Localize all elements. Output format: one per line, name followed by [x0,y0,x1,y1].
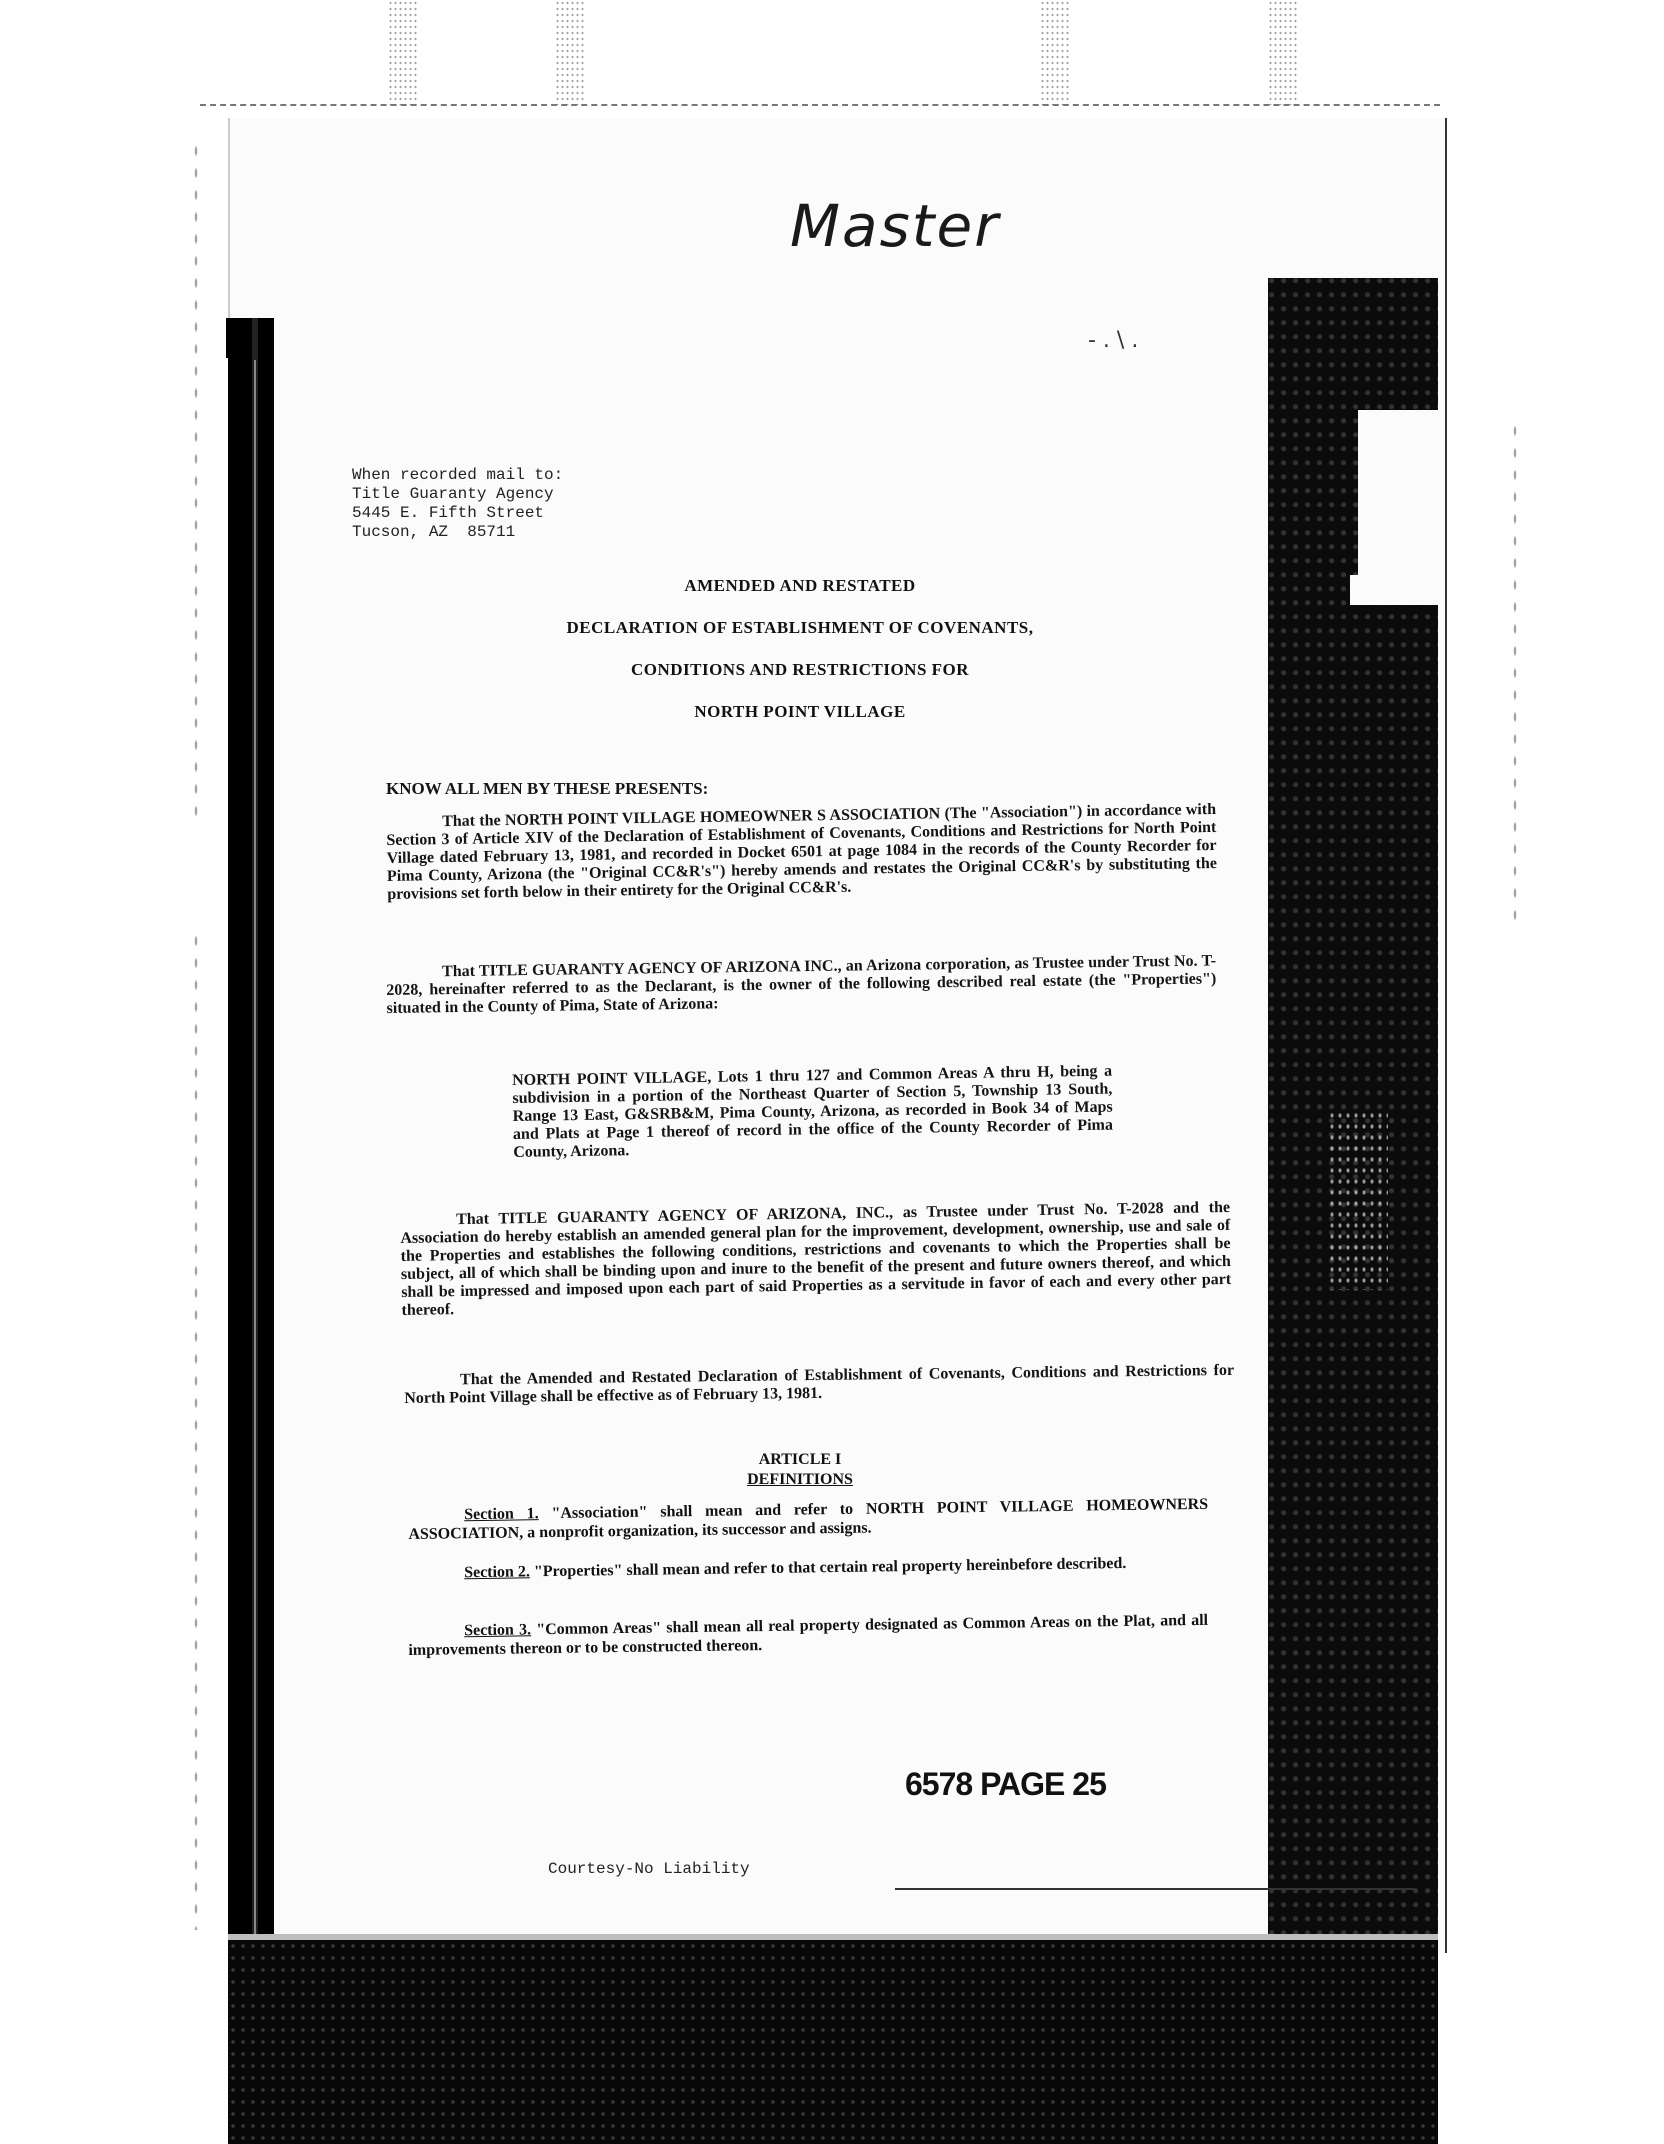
article-heading [600,1450,1000,1490]
paragraph-text: That TITLE GUARANTY AGENCY OF ARIZONA, INC., as Trustee under Trust No. T-2028 and the Association do hereby establish an amended general plan for the improvement, development, ownership, use and sale of the Properties and establishes the following conditions, restrictions and covenants to which the Properties shall be subject, all of which shall be binding upon and inure to the benefit of the present and future owners thereof, and which shall be impressed and imposed upon each part of said Properties as a servitude in favor of each and every other part thereof. [400,1198,1232,1319]
document-title [440,576,1160,744]
paragraph-general-plan [400,1199,1232,1320]
heading-text: KNOW ALL MEN BY THESE PRESENTS: [386,779,709,798]
section-label: Section 1. [464,1505,539,1524]
section-text: "Association" shall mean and refer to NORTH POINT VILLAGE HOMEOWNERS ASSOCIATION, a nonprofit organization, its successor and assigns. [408,1495,1209,1543]
legal-description [512,1063,1113,1162]
know-all-men-heading [386,780,1216,798]
stray-marks: - . \ . [1088,328,1139,353]
section-2 [408,1553,1208,1583]
paragraph-text: That the Amended and Restated Declaration of Establishment of Covenants, Conditions and Restrictions for North Point Village shall be effective as of February 13, 1981. [404,1361,1235,1407]
section-3 [408,1611,1208,1660]
title-line: CONDITIONS AND RESTRICTIONS FOR [630,660,970,679]
title-line: DECLARATION OF ESTABLISHMENT OF COVENANTS, [566,618,1034,637]
handwritten-note: Master [790,192,1001,260]
paragraph-text: That the NORTH POINT VILLAGE HOMEOWNER S ASSOCIATION (The "Association") in accordance with Section 3 of Article XIV of the Declaration of Establishment of Covenants, Conditions and Restrictions for North Point Village dated February 13, 1981, and recorded in Docket 6501 at page 1084 in the records of the County Recorder for Pima County, Arizona (the "Original CC&R's") hereby amends and restates the Original CC&R's by substituting the provisions set forth below in their entirety for the Original CC&R's. [386,800,1218,903]
courtesy-stamp: Courtesy-No Liability [548,1860,750,1878]
section-label: Section 3. [464,1621,532,1640]
mail-to-block [352,466,563,542]
docket-stamp: 6578 PAGE 25 [905,1766,1106,1802]
paragraph-association [386,801,1217,904]
article-title: DEFINITIONS [747,1471,853,1488]
section-label: Section 2. [464,1563,531,1582]
mail-to-line: Tucson, AZ 85711 [352,523,516,541]
section-1 [408,1495,1208,1544]
section-text: "Properties" shall mean and refer to that certain real property hereinbefore described. [533,1554,1127,1581]
paragraph-declarant [386,952,1217,1018]
paragraph-effective-date [404,1362,1234,1408]
paragraph-text: That TITLE GUARANTY AGENCY OF ARIZONA INC., an Arizona corporation, as Trustee under Trust No. T-2028, hereinafter referred to as the Declarant, is the owner of the following described real estate (the "Properties") situated in the County of Pima, State of Arizona: [386,952,1217,1017]
paragraph-text: NORTH POINT VILLAGE, Lots 1 thru 127 and Common Areas A thru H, being a subdivision in a portion of the Northeast Quarter of Section 5, Township 13 South, Range 13 East, G&SRB&M, Pima County, Arizona, as recorded in Book 34 of Maps and Plats at Page 1 thereof of record in the office of the County Recorder of Pima County, Arizona. [512,1062,1114,1161]
mail-to-line: When recorded mail to: [352,466,564,484]
mail-to-line: 5445 E. Fifth Street [352,504,545,522]
mail-to-line: Title Guaranty Agency [352,485,554,503]
signature-line [895,1888,1415,1890]
article-number: ARTICLE I [758,1451,842,1468]
title-line: NORTH POINT VILLAGE [694,702,906,721]
title-line: AMENDED AND RESTATED [684,576,916,595]
section-text: "Common Areas" shall mean all real property designated as Common Areas on the Plat, and all improvements thereon or to be constructed thereon. [408,1611,1209,1659]
